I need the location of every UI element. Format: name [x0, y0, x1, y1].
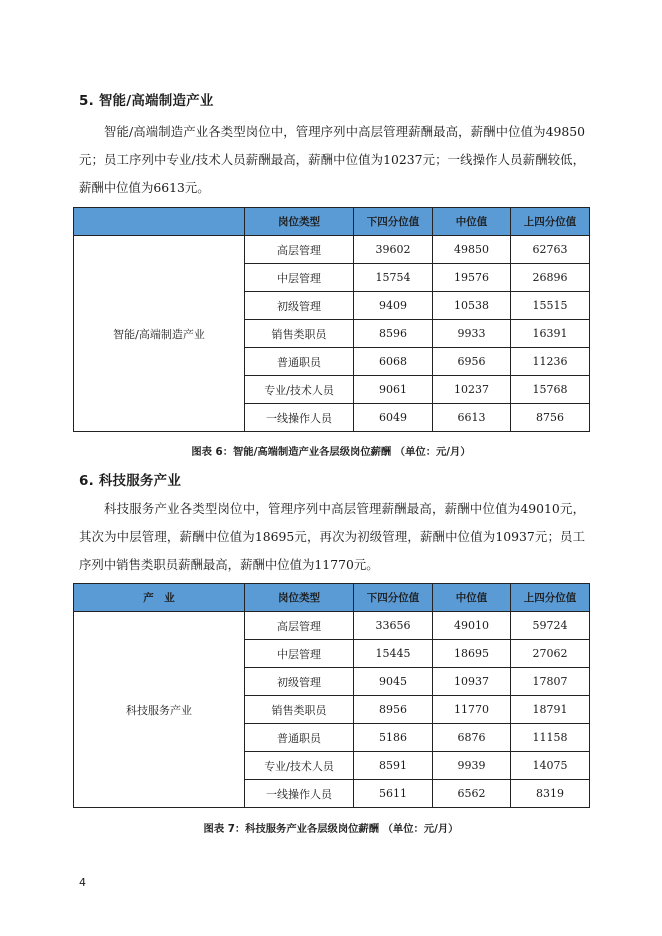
header-industry: 产 业: [74, 584, 245, 612]
table-row: [74, 612, 590, 640]
upper-quartile-cell: 18791: [511, 696, 590, 724]
header-median: 中位值: [433, 208, 511, 236]
position-type-cell: 初级管理: [245, 668, 354, 696]
table-caption: 图表 6：智能/高端制造产业各层级岗位薪酬 （单位：元/月）: [191, 446, 471, 458]
lower-quartile-cell: 6049: [354, 404, 433, 432]
upper-quartile-cell: 59724: [511, 612, 590, 640]
header-lower-quartile: 下四分位值: [354, 208, 433, 236]
upper-quartile-cell: 14075: [511, 752, 590, 780]
median-cell: 6956: [433, 348, 511, 376]
header-median: 中位值: [433, 584, 511, 612]
section-heading: 5. 智能/高端制造产业: [79, 93, 214, 109]
section-heading: 6. 科技服务产业: [79, 473, 182, 489]
median-cell: 6562: [433, 780, 511, 808]
header-lower-quartile: 下四分位值: [354, 584, 433, 612]
header-position-type: 岗位类型: [245, 208, 354, 236]
upper-quartile-cell: 11236: [511, 348, 590, 376]
lower-quartile-cell: 8596: [354, 320, 433, 348]
lower-quartile-cell: 8956: [354, 696, 433, 724]
position-type-cell: 中层管理: [245, 640, 354, 668]
upper-quartile-cell: 15515: [511, 292, 590, 320]
position-type-cell: 一线操作人员: [245, 404, 354, 432]
upper-quartile-cell: 62763: [511, 236, 590, 264]
upper-quartile-cell: 8319: [511, 780, 590, 808]
lower-quartile-cell: 39602: [354, 236, 433, 264]
position-type-cell: 中层管理: [245, 264, 354, 292]
section-paragraph: 科技服务产业各类型岗位中，管理序列中高层管理薪酬最高，薪酬中位值为49010元，其次为中层管理，薪酬中位值为18695元，再次为初级管理，薪酬中位值为10937元；员工序列中销售类职员薪酬最高，薪酬中位值为11770元。: [79, 501, 585, 572]
section-paragraph: 智能/高端制造产业各类型岗位中，管理序列中高层管理薪酬最高，薪酬中位值为49850元；员工序列中专业/技术人员薪酬最高，薪酬中位值为10237元；一线操作人员薪酬较低，薪酬中位值为6613元。: [79, 124, 585, 195]
table-header-row: [74, 584, 590, 612]
lower-quartile-cell: 8591: [354, 752, 433, 780]
median-cell: 10538: [433, 292, 511, 320]
upper-quartile-cell: 15768: [511, 376, 590, 404]
table-header-row: [74, 208, 590, 236]
header-upper-quartile: 上四分位值: [511, 584, 590, 612]
header-position-type: 岗位类型: [245, 584, 354, 612]
table-caption: 图表 7：科技服务产业各层级岗位薪酬 （单位：元/月）: [203, 823, 459, 835]
lower-quartile-cell: 5186: [354, 724, 433, 752]
position-type-cell: 专业/技术人员: [245, 376, 354, 404]
upper-quartile-cell: 8756: [511, 404, 590, 432]
median-cell: 49010: [433, 612, 511, 640]
position-type-cell: 高层管理: [245, 236, 354, 264]
lower-quartile-cell: 15754: [354, 264, 433, 292]
position-type-cell: 普通职员: [245, 348, 354, 376]
header-industry: [74, 208, 245, 236]
lower-quartile-cell: 9409: [354, 292, 433, 320]
median-cell: 19576: [433, 264, 511, 292]
lower-quartile-cell: 9045: [354, 668, 433, 696]
lower-quartile-cell: 9061: [354, 376, 433, 404]
lower-quartile-cell: 15445: [354, 640, 433, 668]
position-type-cell: 高层管理: [245, 612, 354, 640]
median-cell: 9939: [433, 752, 511, 780]
upper-quartile-cell: 26896: [511, 264, 590, 292]
salary-table: [73, 207, 590, 432]
industry-cell: 科技服务产业: [74, 612, 245, 808]
median-cell: 49850: [433, 236, 511, 264]
median-cell: 6876: [433, 724, 511, 752]
median-cell: 18695: [433, 640, 511, 668]
position-type-cell: 销售类职员: [245, 696, 354, 724]
median-cell: 9933: [433, 320, 511, 348]
upper-quartile-cell: 11158: [511, 724, 590, 752]
lower-quartile-cell: 6068: [354, 348, 433, 376]
upper-quartile-cell: 16391: [511, 320, 590, 348]
position-type-cell: 一线操作人员: [245, 780, 354, 808]
industry-cell: 智能/高端制造产业: [74, 236, 245, 432]
median-cell: 10237: [433, 376, 511, 404]
header-upper-quartile: 上四分位值: [511, 208, 590, 236]
upper-quartile-cell: 27062: [511, 640, 590, 668]
table-row: [74, 236, 590, 264]
lower-quartile-cell: 5611: [354, 780, 433, 808]
median-cell: 11770: [433, 696, 511, 724]
lower-quartile-cell: 33656: [354, 612, 433, 640]
position-type-cell: 专业/技术人员: [245, 752, 354, 780]
median-cell: 10937: [433, 668, 511, 696]
salary-table: [73, 583, 590, 808]
position-type-cell: 销售类职员: [245, 320, 354, 348]
median-cell: 6613: [433, 404, 511, 432]
position-type-cell: 初级管理: [245, 292, 354, 320]
page-number: 4: [79, 876, 86, 889]
position-type-cell: 普通职员: [245, 724, 354, 752]
upper-quartile-cell: 17807: [511, 668, 590, 696]
